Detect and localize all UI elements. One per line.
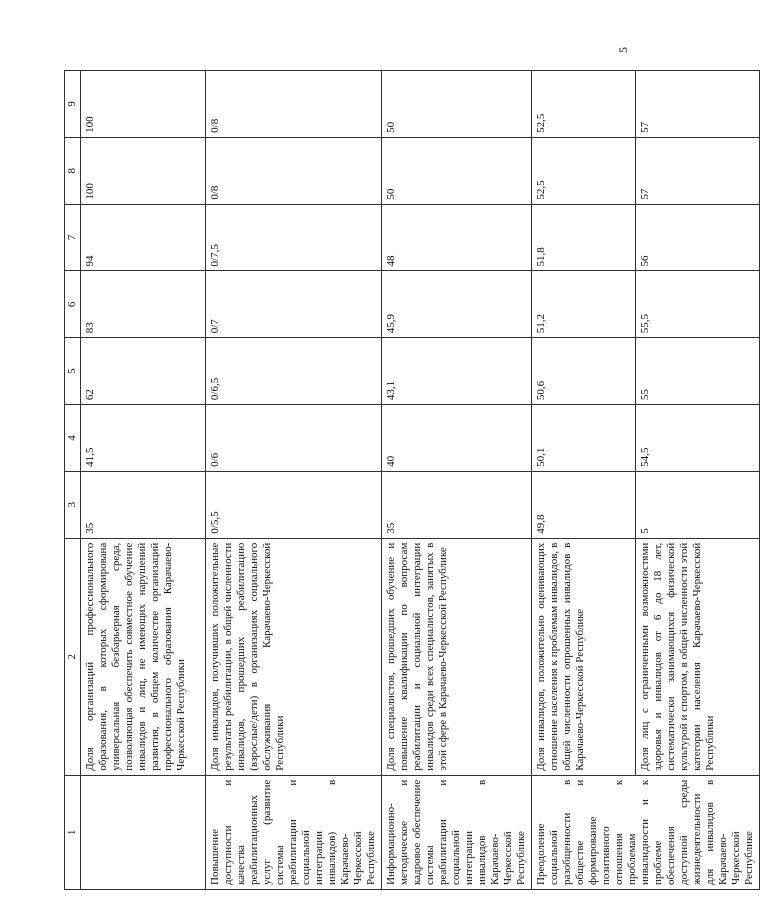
value-cell: 35 — [382, 471, 532, 538]
col-header: 2 — [65, 538, 81, 775]
value-cell: 50,1 — [532, 405, 636, 472]
goal-cell: Преодоление социальной разобщенности в обществе и формирование позитивного отношения к проблемам инвалидности и к проблеме обеспечения доступной среды жизнедеятельности для инвалидов в Карачаево-Черкесской Республике — [532, 775, 760, 889]
table-row — [532, 71, 636, 890]
col-header: 5 — [65, 338, 81, 405]
indicator-cell: Доля инвалидов, положительно оценивающих отношение населения к проблемам инвалидов, в общей численности опрошенных инвалидов в Карачаево-Черкесской Республике — [532, 538, 636, 775]
table-row — [382, 71, 532, 890]
table-row — [206, 71, 382, 890]
value-cell: 52,5 — [532, 71, 636, 138]
value-cell: 55 — [636, 338, 760, 405]
value-cell: 56 — [636, 204, 760, 271]
value-cell: 0/7 — [206, 271, 382, 338]
value-cell: 45,9 — [382, 271, 532, 338]
value-cell: 49,8 — [532, 471, 636, 538]
page-number: 5 — [616, 47, 630, 53]
value-cell: 50 — [382, 137, 532, 204]
value-cell: 50 — [382, 71, 532, 138]
table-row — [81, 71, 206, 890]
value-cell: 0/8 — [206, 137, 382, 204]
table-row — [636, 71, 760, 890]
value-cell: 57 — [636, 71, 760, 138]
value-cell: 83 — [81, 271, 206, 338]
col-header: 3 — [65, 471, 81, 538]
value-cell: 48 — [382, 204, 532, 271]
value-cell: 57 — [636, 137, 760, 204]
indicator-cell: Доля организаций профессионального образования, в которых сформирована универсальная безбарьерная среда, позволяющая обеспечить совместное обучение инвалидов и лиц, не имеющих нарушений развития, в общем количестве организаций профессионального образования Карачаево-Черкесской Республики — [81, 538, 206, 775]
goal-cell: Информационно-методическое и кадровое обеспечение системы реабилитации и социальной интеграции инвалидов в Карачаево-Черкесской Республике — [382, 775, 532, 889]
value-cell: 0/8 — [206, 71, 382, 138]
value-cell: 35 — [81, 471, 206, 538]
goal-cell — [81, 775, 206, 889]
value-cell: 51,2 — [532, 271, 636, 338]
value-cell: 5 — [636, 471, 760, 538]
value-cell: 0/6 — [206, 405, 382, 472]
value-cell: 40 — [382, 405, 532, 472]
col-header: 4 — [65, 405, 81, 472]
value-cell: 55,5 — [636, 271, 760, 338]
indicator-cell: Доля инвалидов, получивших положительные результаты реабилитации, в общей численности инвалидов, прошедших реабилитацию (взрослые/дети) в организациях социального обслуживания Карачаево-Черкесской Республики — [206, 538, 382, 775]
value-cell: 51,8 — [532, 204, 636, 271]
value-cell: 0/5,5 — [206, 471, 382, 538]
value-cell: 62 — [81, 338, 206, 405]
value-cell: 100 — [81, 71, 206, 138]
value-cell: 0/6,5 — [206, 338, 382, 405]
value-cell: 52,5 — [532, 137, 636, 204]
header-row — [65, 71, 81, 890]
goal-cell: Повышение доступности и качества реабилитационных услуг (развитие системы реабилитации и социальной интеграции инвалидов) в Карачаево-Черкесской Республике — [206, 775, 382, 889]
value-cell: 50,6 — [532, 338, 636, 405]
value-cell: 41,5 — [81, 405, 206, 472]
col-header: 8 — [65, 137, 81, 204]
value-cell: 94 — [81, 204, 206, 271]
value-cell: 43,1 — [382, 338, 532, 405]
col-header: 7 — [65, 204, 81, 271]
rotated-page — [64, 70, 755, 890]
col-header: 1 — [65, 775, 81, 889]
indicators-table — [64, 70, 760, 890]
col-header: 6 — [65, 271, 81, 338]
col-header: 9 — [65, 71, 81, 138]
indicator-cell: Доля специалистов, прошедших обучение и повышение квалификации по вопросам реабилитации и социальной интеграции инвалидов среди всех специалистов, занятых в этой сфере в Карачаево-Черкесской Республике — [382, 538, 532, 775]
value-cell: 54,5 — [636, 405, 760, 472]
value-cell: 100 — [81, 137, 206, 204]
indicator-cell: Доля лиц с ограниченными возможностями здоровья и инвалидов от 6 до 18 лет, систематически занимающихся физической культурой и спортом, в общей численности этой категории населения Карачаево-Черкесской Республики — [636, 538, 760, 775]
value-cell: 0/7,5 — [206, 204, 382, 271]
